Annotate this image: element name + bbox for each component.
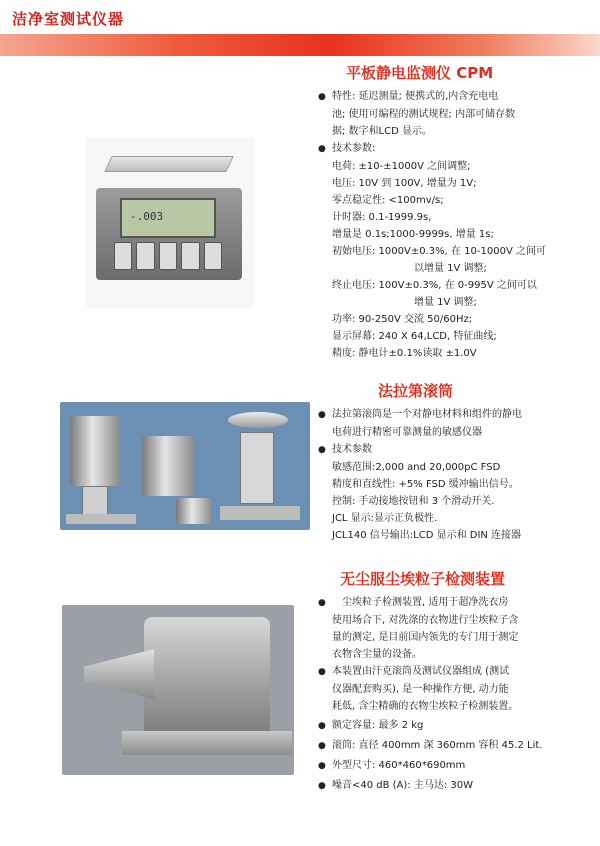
dust-line: ● 噪音<40 dB (A): 主马达: 30W [318,780,474,791]
cpm-spec-text [318,88,596,362]
header-title: 洁净室测试仪器 [12,10,125,28]
faraday-line: ● 技术参数 [318,444,372,455]
cpm-line: 功率: 90-250V 交流 50/60Hz; [332,314,473,325]
cpm-line: 显示屏幕: 240 X 64,LCD, 特征曲线; [332,331,497,342]
dust-line: 量的测定, 是目前国内领先的专门用于测定 [332,632,519,643]
dust-line: ● 尘埃粒子检测装置, 适用于超净洗衣房 [318,597,509,608]
cpm-section-title: 平板静电监测仪 CPM [346,64,494,82]
dust-cone [84,649,154,699]
cpm-keypad [114,242,222,270]
dust-line: 衣物含尘量的设备。 [332,649,422,660]
dust-drum [144,617,270,737]
cpm-line: 池; 使用可编程的测试规程; 内部可储存数 [332,109,516,120]
header-red-band [0,34,600,56]
faraday-spec-text [318,406,596,544]
cpm-plate [104,156,233,172]
dust-line: 耗低, 含尘精确的衣物尘埃粒子检测装置。 [332,701,519,712]
faraday-line: 电荷进行精密可靠测量的敏感仪器 [332,427,482,438]
cpm-screen-readout: -.003 [130,210,164,223]
faraday-line: JCL140 信号输出:LCD 显示和 DIN 连接器 [332,530,522,541]
cpm-line: 精度: 静电计±0.1%读取 ±1.0V [332,348,477,359]
faraday-line: 精度和直线性: +5% FSD 缓冲输出信号。 [332,479,519,490]
cpm-line: 计时器: 0.1-1999.9s, [332,212,432,223]
dust-line: ● 滚筒: 直径 400mm 深 360mm 容积 45.2 Lit. [318,740,543,751]
cpm-line: 电压: 10V 到 100V, 增量为 1V; [332,178,477,189]
cpm-lcd-screen [120,198,216,238]
dust-line: ● 本装置由汗克滚筒及测试仪器组成 (测试 [318,666,510,677]
faraday-photo [60,402,310,530]
cpm-line: 终止电压: 100V±0.3%, 在 0-995V 之间可以 [332,280,537,291]
cpm-line: ● 技术参数: [318,143,376,154]
cpm-line: 增量是 0.1s;1000-9999s, 增量 1s; [332,229,494,240]
cpm-line: 以增量 1V 调整; [414,263,487,274]
dust-line: ● 额定容量: 最多 2 kg [318,720,424,731]
cpm-line: 据; 数字和LCD 显示。 [332,126,432,137]
dust-line: 仪器配套购买), 是一种操作方便, 动力能 [332,684,509,695]
faraday-line: 控制: 手动接地按钮和 3 个滑动开关. [332,496,495,507]
cpm-line: 初始电压: 1000V±0.3%, 在 10-1000V 之间可 [332,246,546,257]
dust-section-title: 无尘服尘埃粒子检测装置 [340,570,506,588]
cpm-line: 增量 1V 调整; [414,297,477,308]
faraday-line: ● 法拉第滚筒是一个对静电材料和组件的静电 [318,409,522,420]
dust-base [122,731,292,755]
cpm-line: ● 特性: 延迟测量; 便携式的,内含充电电 [318,91,499,102]
cpm-line: 零点稳定性: <100mv/s; [332,195,444,206]
dust-photo [62,605,294,775]
dust-line: 使用场合下, 对洗涤的衣物进行尘埃粒子含 [332,615,519,626]
faraday-line: JCL 显示:显示正负极性. [332,513,438,524]
cpm-line: 电荷: ±10-±1000V 之间调整; [332,161,471,172]
cpm-photo [86,138,254,308]
dust-spec-text [318,594,598,795]
dust-line: ● 外型尺寸: 460*460*690mm [318,760,466,771]
faraday-section-title: 法拉第滚筒 [378,382,454,400]
faraday-line: 敏感范围:2,000 and 20,000pC FSD [332,462,501,473]
